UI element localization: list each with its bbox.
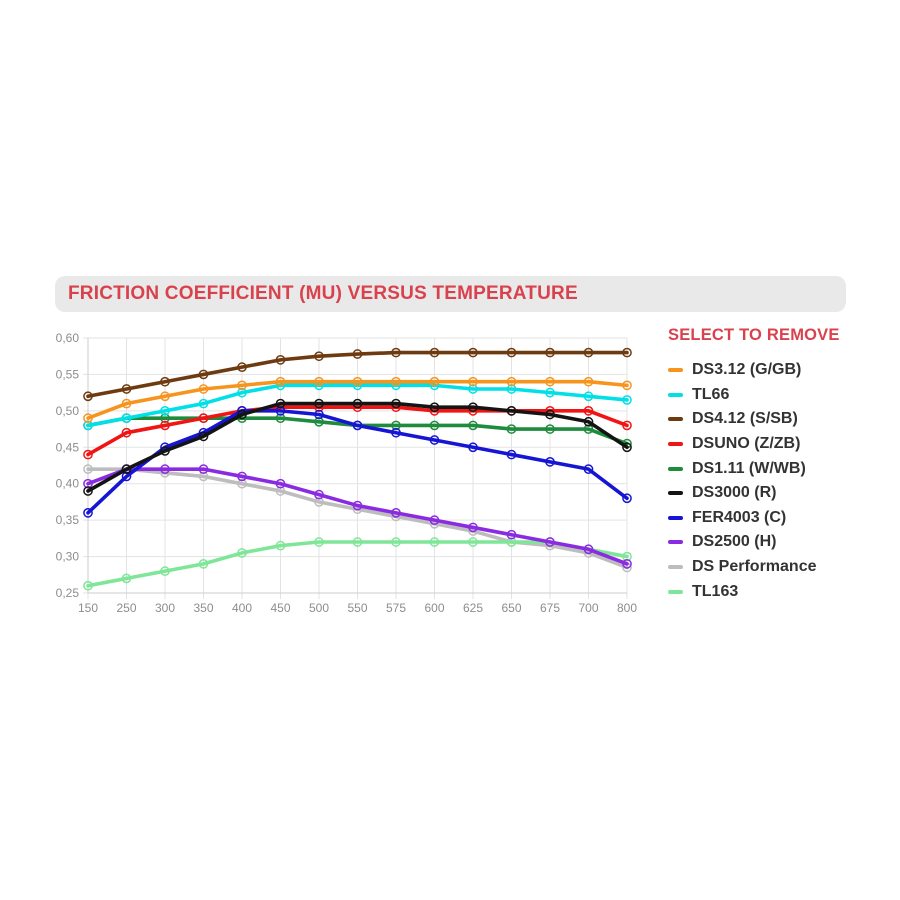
- y-axis-tick-label: 0,55: [55, 367, 79, 382]
- y-axis-tick-label: 0,60: [55, 331, 79, 345]
- x-axis-tick-label: 300: [154, 601, 176, 615]
- x-axis-tick-label: 625: [462, 601, 484, 615]
- legend-header: SELECT TO REMOVE: [668, 326, 840, 344]
- legend-swatch: [668, 417, 683, 421]
- legend-item-label: DS4.12 (S/SB): [692, 410, 798, 428]
- legend-swatch: [668, 491, 683, 495]
- x-axis-tick-label: 650: [501, 601, 522, 615]
- x-axis-tick-label: 500: [308, 601, 330, 615]
- y-axis-tick-label: 0,25: [55, 586, 79, 600]
- x-axis-tick-label: 400: [231, 601, 253, 615]
- y-axis-tick-label: 0,35: [55, 513, 79, 528]
- legend-item-label: TL66: [692, 385, 730, 403]
- legend-swatch: [668, 565, 683, 569]
- legend-item-dsuno-z-zb[interactable]: [668, 432, 858, 457]
- legend-swatch: [668, 467, 683, 471]
- chart-title: FRICTION COEFFICIENT (MU) VERSUS TEMPERATURE: [68, 283, 578, 304]
- x-axis-tick-label: 550: [347, 601, 368, 615]
- x-axis-tick-label: 675: [539, 601, 561, 615]
- x-axis-tick-label: 600: [424, 601, 445, 615]
- legend-items: [668, 358, 858, 604]
- x-axis-tick-label: 800: [616, 601, 638, 615]
- legend-panel: [668, 326, 858, 604]
- legend-item-ds3-12-g-gb[interactable]: [668, 358, 858, 383]
- y-axis-tick-label: 0,50: [55, 403, 79, 418]
- legend-item-ds2500-h[interactable]: [668, 530, 858, 555]
- x-axis-tick-label: 350: [193, 601, 214, 615]
- legend-item-label: FER4003 (C): [692, 508, 787, 526]
- legend-item-label: DS3.12 (G/GB): [692, 361, 802, 379]
- legend-item-label: DS1.11 (W/WB): [692, 459, 806, 477]
- friction-chart: [50, 320, 660, 630]
- legend-item-label: DSUNO (Z/ZB): [692, 435, 801, 453]
- chart-title-bar: [55, 276, 846, 312]
- legend-swatch: [668, 516, 683, 520]
- legend-swatch: [668, 393, 683, 397]
- y-axis-tick-label: 0,45: [55, 440, 79, 455]
- legend-item-label: DS2500 (H): [692, 533, 777, 551]
- legend-item-tl66[interactable]: [668, 383, 858, 408]
- legend-item-fer4003-c[interactable]: [668, 506, 858, 531]
- legend-item-label: TL163: [692, 582, 739, 600]
- legend-item-ds3000-r[interactable]: [668, 481, 858, 506]
- y-axis-tick-label: 0,30: [55, 549, 79, 564]
- legend-swatch: [668, 540, 683, 544]
- legend-item-ds4-12-s-sb[interactable]: [668, 407, 858, 432]
- legend-item-label: DS3000 (R): [692, 484, 777, 502]
- legend-item-ds1-11-w-wb[interactable]: [668, 456, 858, 481]
- x-axis-tick-label: 250: [116, 601, 137, 615]
- legend-swatch: [668, 368, 683, 372]
- x-axis-tick-label: 450: [270, 601, 291, 615]
- legend-item-label: DS Performance: [692, 558, 817, 576]
- legend-swatch: [668, 590, 683, 594]
- x-axis-tick-label: 575: [385, 601, 407, 615]
- legend-item-ds-performance[interactable]: [668, 555, 858, 580]
- y-axis-tick-label: 0,40: [55, 476, 79, 491]
- legend-swatch: [668, 442, 683, 446]
- legend-item-tl163[interactable]: [668, 579, 858, 604]
- x-axis-tick-label: 150: [77, 601, 99, 615]
- x-axis-tick-label: 700: [578, 601, 599, 615]
